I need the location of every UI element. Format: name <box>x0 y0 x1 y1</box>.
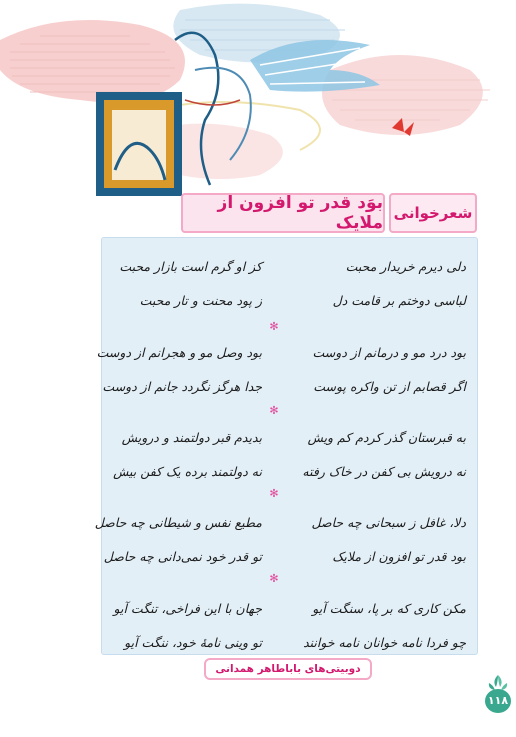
stanza-separator-icon: ✻ <box>269 404 279 417</box>
pink-hatched-cloud-right <box>322 55 490 135</box>
verse-line: ز پود محنت و تار محبت <box>139 293 262 308</box>
verse-line: بدیدم قبر دولتمند و درویش <box>121 430 262 445</box>
leaf-badge-icon <box>482 671 514 715</box>
verse-line: اگر قصابم از تن واکره پوست <box>313 379 466 394</box>
verse-line: بود قدر تو افزون از ملایک <box>332 549 466 564</box>
verse-line: مطیع نفس و شیطانی چه حاصل <box>94 515 262 530</box>
poem-column-left <box>94 237 262 653</box>
verse-line: چو فردا نامه خوانان نامه خوانند <box>303 635 466 650</box>
verse-line: به قبرستان گذر کردم کم ویش <box>307 430 466 445</box>
verse-line: تو وینی نامهٔ خود، ننگت آیو <box>124 635 262 650</box>
picture-frame <box>96 92 182 196</box>
verse-line: نه درویش بی کفن در خاک رفته <box>302 464 466 479</box>
verse-line: لباسی دوختم بر قامت دل <box>332 293 466 308</box>
verse-line: دلی دیرم خریدار محبت <box>345 259 466 274</box>
verse-line: مکن کاری که بر پا، سنگت آیو <box>312 601 466 616</box>
stanza-separator-icon: ✻ <box>269 487 279 500</box>
page-number: ۱۱۸ <box>487 694 509 707</box>
header-row <box>181 193 477 233</box>
verse-line: نه دولتمند برده یک کفن بیش <box>113 464 262 479</box>
stanza-separator-icon: ✻ <box>269 572 279 585</box>
poem-column-right <box>286 237 466 653</box>
verse-line: بود وصل مو و هجرانم از دوست <box>96 345 262 360</box>
poem-source-label: دوبیتی‌های باباطاهر همدانی <box>204 658 372 680</box>
pink-hatched-cloud-left <box>0 20 185 103</box>
verse-line: بود درد مو و درمانم از دوست <box>312 345 466 360</box>
header-illustration <box>0 0 516 210</box>
poem-title: بوَد قدر تو افزون از ملایک <box>181 193 385 233</box>
verse-line: دلا، غافل ز سبحانی چه حاصل <box>311 515 466 530</box>
verse-line: جدا هرگز نگردد جانم از دوست <box>102 379 262 394</box>
verse-line: کز او گرم است بازار محبت <box>119 259 262 274</box>
verse-line: تو قدر خود نمی‌دانی چه حاصل <box>103 549 262 564</box>
verse-line: جهان با این فراخی، تنگت آیو <box>113 601 262 616</box>
section-label: شعرخوانی <box>389 193 477 233</box>
stanza-separator-icon: ✻ <box>269 320 279 333</box>
